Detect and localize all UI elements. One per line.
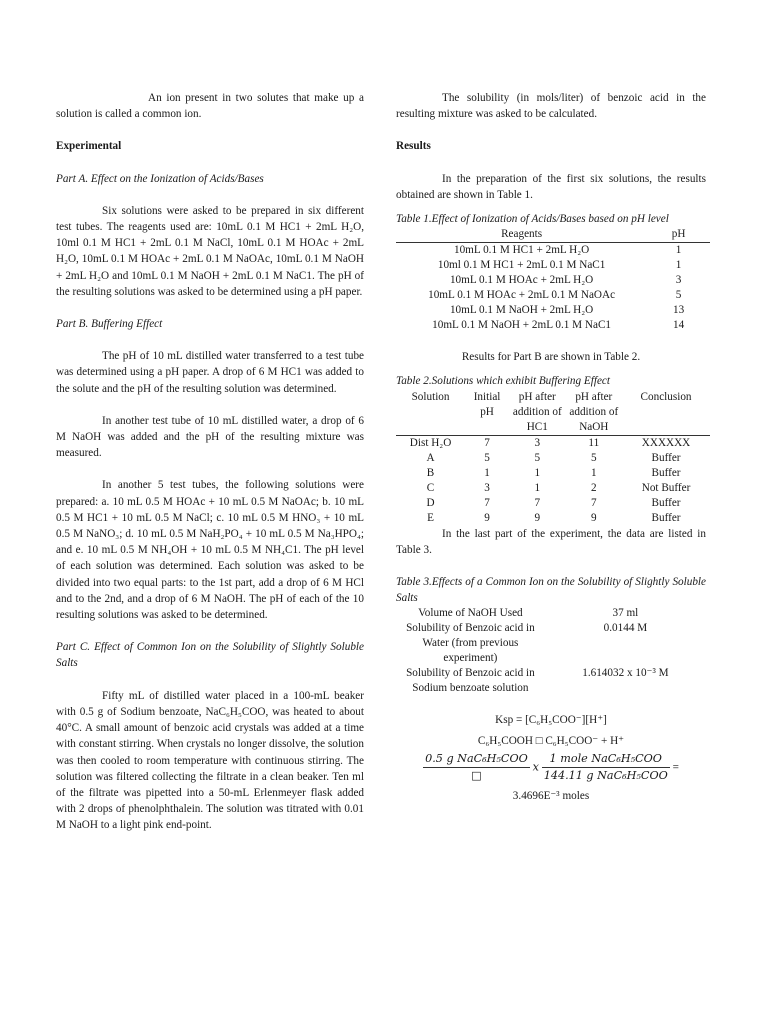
- table1-cell: 1: [675, 244, 682, 257]
- fraction-2-numerator: 1 mole NaC₆H₅COO: [542, 751, 670, 768]
- table1: [396, 227, 710, 333]
- fraction-2: [542, 751, 670, 784]
- table2-cell: Dist H₂O: [409, 436, 452, 449]
- table2-cell: Buffer: [651, 466, 681, 479]
- table2-cell: 5: [534, 451, 541, 464]
- table1-cell: 10mL 0.1 M HOAc + 2mL 0.1 M NaOAc: [428, 289, 616, 302]
- table-row: [396, 496, 710, 511]
- table-row: [396, 511, 710, 526]
- table1-cell: 10ml 0.1 M HC1 + 2mL 0.1 M NaC1: [437, 259, 606, 272]
- table2-header: Solution: [396, 390, 465, 436]
- table-row: [396, 288, 710, 303]
- table1-header-ph: pH: [647, 227, 710, 243]
- equals-sign: =: [672, 761, 679, 774]
- table3-caption: Table 3.Effects of a Common Ion on the Solubility of Slightly Soluble Salts: [396, 576, 706, 605]
- table1-caption: Table 1.Effect of Ionization of Acids/Bases based on pH level: [396, 213, 669, 226]
- table3-cell: Volume of NaOH Used: [418, 607, 523, 620]
- left-column: [56, 90, 364, 834]
- table-row: [396, 606, 706, 621]
- table1-cell: 10mL 0.1 M HC1 + 2mL H₂O: [453, 244, 590, 257]
- table1-cell: 1: [675, 259, 682, 272]
- table1-cell: 5: [675, 289, 682, 302]
- table2-cell: 5: [484, 451, 490, 464]
- table2-cell: B: [426, 466, 435, 479]
- table2-cell: 9: [484, 511, 490, 524]
- table-row: [396, 273, 710, 288]
- table2-cell: Not Buffer: [641, 481, 691, 494]
- table2-cell: Buffer: [651, 496, 681, 509]
- table2-cell: Buffer: [651, 511, 681, 524]
- table2-cell: E: [427, 511, 434, 524]
- table1-cell: 14: [673, 319, 685, 332]
- table-row: [396, 621, 706, 666]
- times-sign: x: [532, 760, 539, 774]
- table-row: [396, 318, 710, 333]
- table2-cell: 1: [484, 466, 490, 479]
- table3-cell: 0.0144 M: [603, 622, 648, 635]
- table2-cell: 1: [534, 466, 541, 479]
- table2-header: pH after addition of HC1: [509, 390, 566, 436]
- partB-results-text: Results for Part B are shown in Table 2.: [461, 351, 641, 364]
- table1-header-reagents: Reagents: [396, 227, 647, 243]
- table2-cell: 11: [588, 436, 600, 449]
- partB-title: Part B. Buffering Effect: [56, 318, 163, 331]
- reaction-equation: C₆H₅COOH □ C₆H₅COO⁻ + H⁺: [477, 734, 625, 747]
- table2-cell: 5: [591, 451, 597, 464]
- table-row: [396, 466, 710, 481]
- table2-header: Conclusion: [622, 390, 710, 436]
- table-row: [396, 481, 710, 496]
- partA-text: Six solutions were asked to be prepared in six different test tubes. The reagents used are: 10mL 0.1 M HC1 + 2mL H₂O, 10ml 0.1 M HC1 + 2mL 0.1 M NaCl, 10mL 0.1 M HOAc + 2mL H₂O, 10mL 0.1 M HOAc + 2mL 0.1 M NaOAc, 10mL 0.1 M NaOH + 2mL H₂O and 10mL 0.1 M NaOH + 2mL 0.1 M NaC1. The pH of the resulting solutions was asked to be determined using a pH paper.: [56, 204, 364, 298]
- fraction-1-numerator: 0.5 g NaC₆H₅COO: [423, 751, 530, 768]
- table1-cell: 10mL 0.1 M NaOH + 2mL 0.1 M NaC1: [432, 319, 612, 332]
- results-heading: Results: [396, 140, 431, 153]
- table2-cell: C: [426, 481, 435, 494]
- partC-title: Part C. Effect of Common Ion on the Solubility of Slightly Soluble Salts: [56, 641, 364, 670]
- right-column: [396, 90, 706, 804]
- table2-cell: Buffer: [651, 451, 681, 464]
- table2-cell: 3: [484, 481, 490, 494]
- ksp-expression: Ksp = [C₆H₅COO⁻][H⁺]: [495, 714, 607, 727]
- table2-cell: 2: [591, 481, 597, 494]
- calculation: [396, 751, 706, 784]
- table2-header: pH after addition of NaOH: [566, 390, 623, 436]
- last-part-text: In the last part of the experiment, the data are listed in Table 3.: [396, 527, 706, 556]
- table2-cell: 9: [591, 511, 597, 524]
- partB-paragraph-2: In another test tube of 10 mL distilled water, a drop of 6 M NaOH was added and the pH of the resulting mixture was measured.: [56, 414, 364, 460]
- table2-cell: 7: [534, 496, 541, 509]
- table-row: [396, 666, 706, 696]
- intro-paragraph: An ion present in two solutes that make up a solution is called a common ion.: [56, 92, 364, 121]
- partB-paragraph-3: In another 5 test tubes, the following solutions were prepared: a. 10 mL 0.5 M HOAc + 10 mL 0.5 M NaOAc; b. 10 mL 0.5 M HC1 + 10 mL 0.5 M NaCl; c. 10 mL 0.5 M HNO₃ + 10 mL 0.5 M NaNO₃; d. 10 mL 0.5 M NaH₂PO₄ + 10 mL 0.5 M Na₃HPO₄; and e. 10 mL 0.5 M NH₄OH + 10 mL 0.5 M NH₄C1. The pH level of each solution was determined. Each solution was asked to be divided into two equal parts: to the 1st part, add a drop of 6 M HCl and to the 2nd, and a drop of 6 M NaOH. The pH of each of the 10 resulting solutions was asked to be determined.: [56, 479, 364, 622]
- table-row: [396, 435, 710, 451]
- experimental-heading: Experimental: [56, 140, 122, 153]
- table-row: [396, 258, 710, 273]
- table2-cell: 7: [591, 496, 597, 509]
- fraction-1: [423, 751, 530, 784]
- table-row: [396, 243, 710, 259]
- table2-cell: 7: [484, 496, 490, 509]
- table2-cell: 9: [534, 511, 541, 524]
- table2-header: Initial pH: [465, 390, 509, 436]
- partA-title: Part A. Effect on the Ionization of Acids/Bases: [56, 172, 264, 185]
- table2-cell: D: [426, 496, 435, 509]
- table2-cell: 1: [591, 466, 597, 479]
- table2-cell: 3: [534, 436, 541, 449]
- table-row: [396, 451, 710, 466]
- table-row: [396, 303, 710, 318]
- calc-result: 3.4696E⁻³ moles: [512, 790, 590, 803]
- table1-cell: 10mL 0.1 M NaOH + 2mL H₂O: [449, 304, 594, 317]
- fraction-2-denominator: 144.11 g NaC₆H₅COO: [543, 769, 668, 783]
- table2-cell: XXXXXX: [641, 436, 691, 449]
- table2-caption: Table 2.Solutions which exhibit Buffering Effect: [396, 375, 610, 388]
- partB-paragraph-1: The pH of 10 mL distilled water transferred to a test tube was determined using a pH paper. A drop of 6 M HC1 was added to the solute and the pH of the resulting solution was determined.: [56, 350, 364, 395]
- table2-cell: 1: [534, 481, 541, 494]
- table2-cell: 7: [484, 436, 490, 449]
- table3-cell: 1.614032 x 10⁻³ M: [582, 667, 669, 680]
- table3-cell: Solubility of Benzoic acid in Water (from previous experiment): [406, 622, 535, 665]
- table3: [396, 606, 706, 696]
- table1-cell: 3: [675, 274, 682, 287]
- fraction-1-denominator: □: [471, 769, 482, 783]
- right-intro: The solubility (in mols/liter) of benzoic acid in the resulting mixture was asked to be calculated.: [396, 92, 706, 121]
- table2: [396, 390, 710, 526]
- partC-text: Fifty mL of distilled water placed in a 100-mL beaker with 0.5 g of Sodium benzoate, NaC₆H₅COO, was heated to about 40°C. A small amount of benzoic acid crystals was added at a time with constant stirring. When crystals no longer dissolve, the solution was then cooled to room temperature with continuous stirring. The solution was filtered collecting the filtrate in a clean beaker. Ten ml of the filtrate was pipetted into a 50-mL Erlenmeyer flask added with 2 drops of phenolphthalein. The solution was titrated with 0.01 M NaOH to a light pink end-point.: [56, 689, 364, 832]
- results-text: In the preparation of the first six solutions, the results obtained are shown in Table 1.: [396, 172, 706, 201]
- table3-cell: Solubility of Benzoic acid in Sodium benzoate solution: [406, 667, 535, 695]
- table2-cell: A: [426, 451, 435, 464]
- table3-cell: 37 ml: [612, 607, 639, 620]
- table1-cell: 10mL 0.1 M HOAc + 2mL H₂O: [449, 274, 594, 287]
- table1-cell: 13: [673, 304, 685, 317]
